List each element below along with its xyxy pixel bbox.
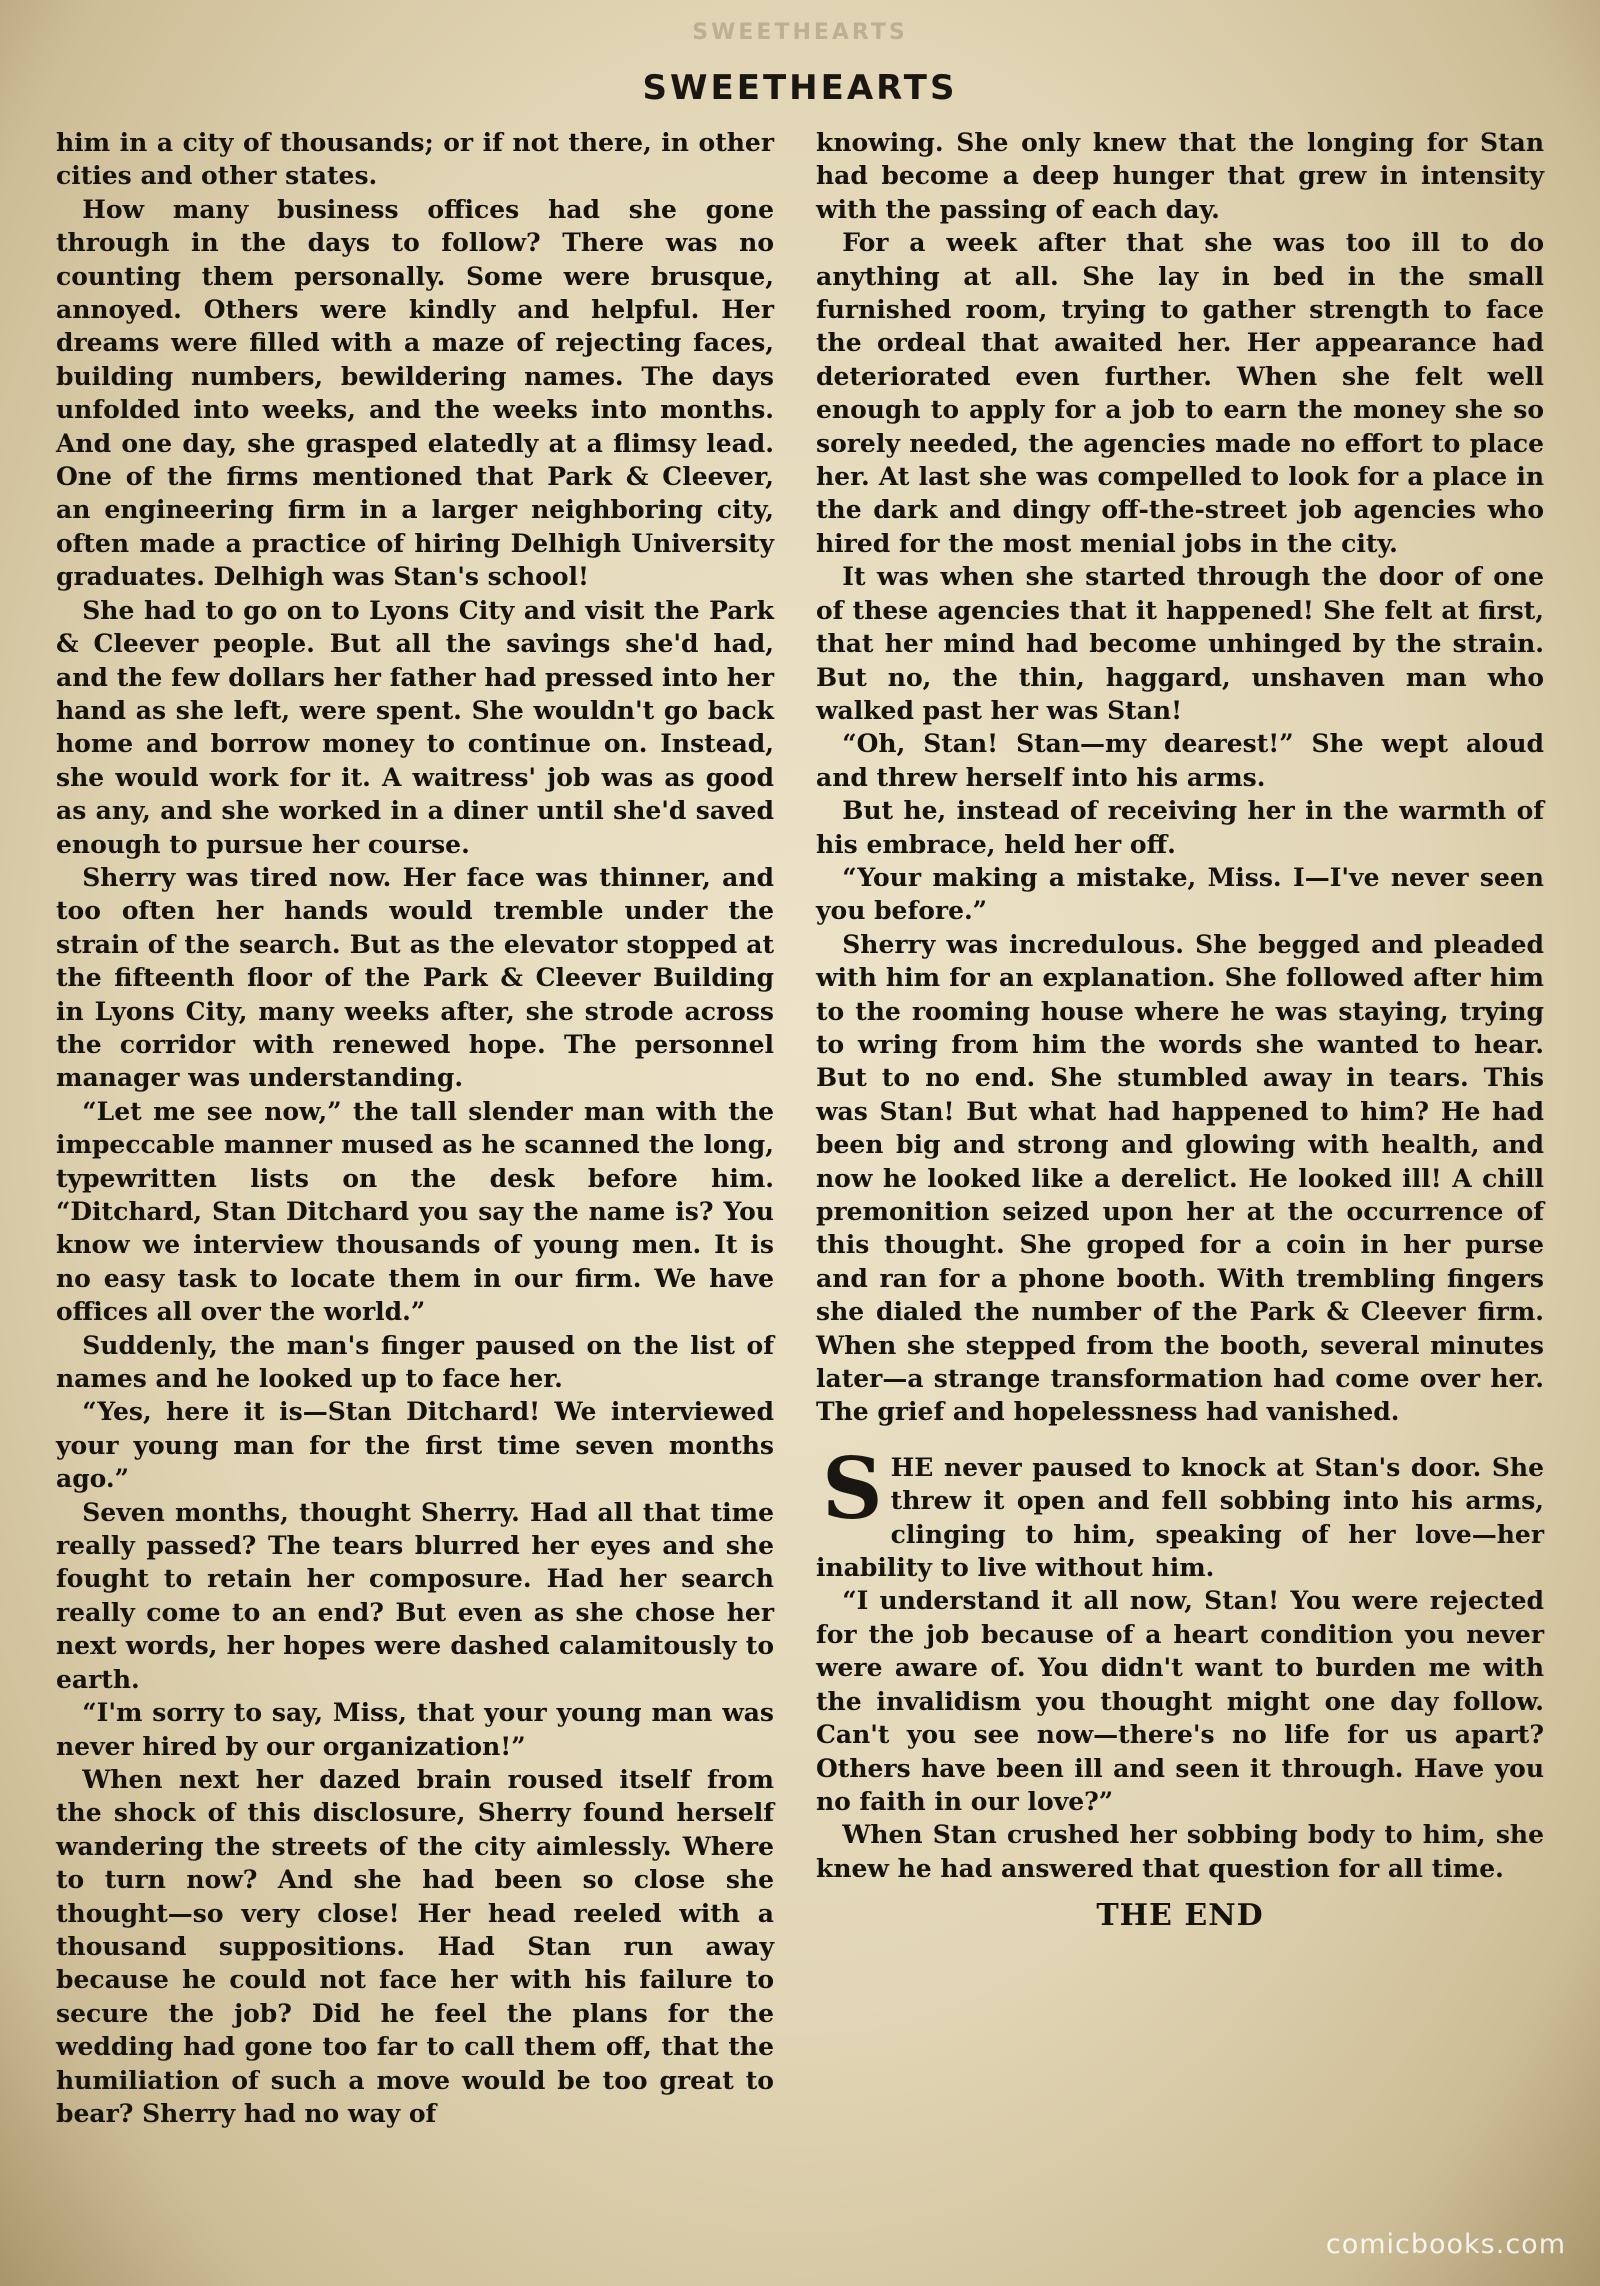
- faint-masthead: SWEETHEARTS: [692, 20, 908, 45]
- paragraph: “I understand it all now, Stan! You were rejected for the job because of a heart condition you never were aware of. You didn't want to burden me with the invalidism you thought might one day follow. Can't you see now—there's no life for us apart? Others have been ill and seen it through. Have you no faith in our love?”: [816, 1586, 1544, 1816]
- paragraph: him in a city of thousands; or if not there, in other cities and other states.: [56, 128, 774, 191]
- drop-cap: S: [822, 1438, 883, 1538]
- paragraph: Sherry was incredulous. She begged and pleaded with him for an explanation. She followed after him to the rooming house where he was staying, trying to wring from him the words she wanted to hear. But to no end. She stumbled away in tears. This was Stan! But what had happened to him? He had been big and strong and glowing with health, and now he looked like a derelict. He looked ill! A chill premonition seized upon her at the occurrence of this thought. She groped for a coin in her purse and ran for a phone booth. With trembling fingers she dialed the number of the Park & Cleever firm. When she stepped from the booth, several minutes later—a strange transformation had come over her. The grief and hopelessness had vanished.: [816, 929, 1544, 1427]
- paragraph: But he, instead of receiving her in the warmth of his embrace, held her off.: [816, 796, 1544, 859]
- paragraph: knowing. She only knew that the longing for Stan had become a deep hunger that grew in intensity with the passing of each day.: [816, 128, 1544, 224]
- paragraph: It was when she started through the door of one of these agencies that it happened! She felt at first, that her mind had become unhinged by the strain. But no, the thin, haggard, unshaven man who walked past her was Stan!: [816, 562, 1544, 725]
- paragraph: Seven months, thought Sherry. Had all that time really passed? The tears blurred her eyes and she fought to retain her composure. Had her search really come to an end? But even as she chose her next words, her hopes were dashed calamitously to earth.: [56, 1497, 774, 1694]
- right-column: [816, 126, 1544, 1933]
- paragraph: For a week after that she was too ill to do anything at all. She lay in bed in the small furnished room, trying to gather strength to face the ordeal that awaited her. Her appearance had deteriorated even further. When she felt well enough to apply for a job to earn the money she so sorely needed, the agencies made no effort to place her. At last she was compelled to look for a place in the dark and dingy off-the-street job agencies who hired for the most menial jobs in the city.: [816, 228, 1544, 558]
- paragraph: “Oh, Stan! Stan—my dearest!” She wept aloud and threw herself into his arms.: [816, 729, 1544, 792]
- dropcap-paragraph: [816, 1438, 1544, 1585]
- paragraph: When next her dazed brain roused itself from the shock of this disclosure, Sherry found herself wandering the streets of the city aimlessly. Where to turn now? And she had been so close she thought—so very close! Her head reeled with a thousand suppositions. Had Stan run away because he could not face her with his failure to secure the job? Did he feel the plans for the wedding had gone too far to call them off, that the humiliation of such a move would be too great to bear? Sherry had no way of: [56, 1764, 774, 2128]
- the-end-label: THE END: [1096, 1898, 1264, 1934]
- paragraph: “I'm sorry to say, Miss, that your young man was never hired by our organization!”: [56, 1698, 774, 1761]
- paragraph: Sherry was tired now. Her face was thinner, and too often her hands would tremble under the strain of the search. But as the elevator stopped at the fifteenth floor of the Park & Cleever Building in Lyons City, many weeks after, she strode across the corridor with renewed hope. The personnel manager was understanding.: [56, 862, 774, 1093]
- paragraph: “Let me see now,” the tall slender man with the impeccable manner mused as he scanned the long, typewritten lists on the desk before him. “Ditchard, Stan Ditchard you say the name is? You know we interview thousands of young men. It is no easy task to locate them in our firm. We have offices all over the world.”: [56, 1096, 774, 1327]
- paragraph: How many business offices had she gone through in the days to follow? There was no counting them personally. Some were brusque, annoyed. Others were kindly and helpful. Her dreams were filled with a maze of rejecting faces, building numbers, bewildering names. The days unfolded into weeks, and the weeks into months. And one day, she grasped elatedly at a flimsy lead. One of the firms mentioned that Park & Cleever, an engineering firm in a larger neighboring city, often made a practice of hiring Delhigh University graduates. Delhigh was Stan's school!: [56, 194, 774, 592]
- paragraph: “Your making a mistake, Miss. I—I've never seen you before.”: [816, 862, 1544, 926]
- site-watermark: comicbooks.com: [1325, 2229, 1566, 2260]
- paragraph: “Yes, here it is—Stan Ditchard! We interviewed your young man for the first time seven months ago.”: [56, 1397, 774, 1494]
- dropcap-paragraph-text: HE never paused to knock at Stan's door. She threw it open and fell sobbing into his arms, clinging to him, speaking of her love—her inability to live without him.: [816, 1452, 1544, 1583]
- paragraph: Suddenly, the man's finger paused on the list of names and he looked up to face her.: [56, 1330, 774, 1394]
- paragraph: She had to go on to Lyons City and visit the Park & Cleever people. But all the savings she'd had, and the few dollars her father had pressed into her hand as she left, were spent. She wouldn't go back home and borrow money to continue on. Instead, she would work for it. A waitress' job was as good as any, and she worked in a diner until she'd saved enough to pursue her course.: [56, 595, 774, 859]
- left-column: [56, 126, 774, 2130]
- page-header: SWEETHEARTS: [642, 68, 958, 108]
- paragraph: When Stan crushed her sobbing body to him, she knew he had answered that question for all time.: [816, 1820, 1544, 1883]
